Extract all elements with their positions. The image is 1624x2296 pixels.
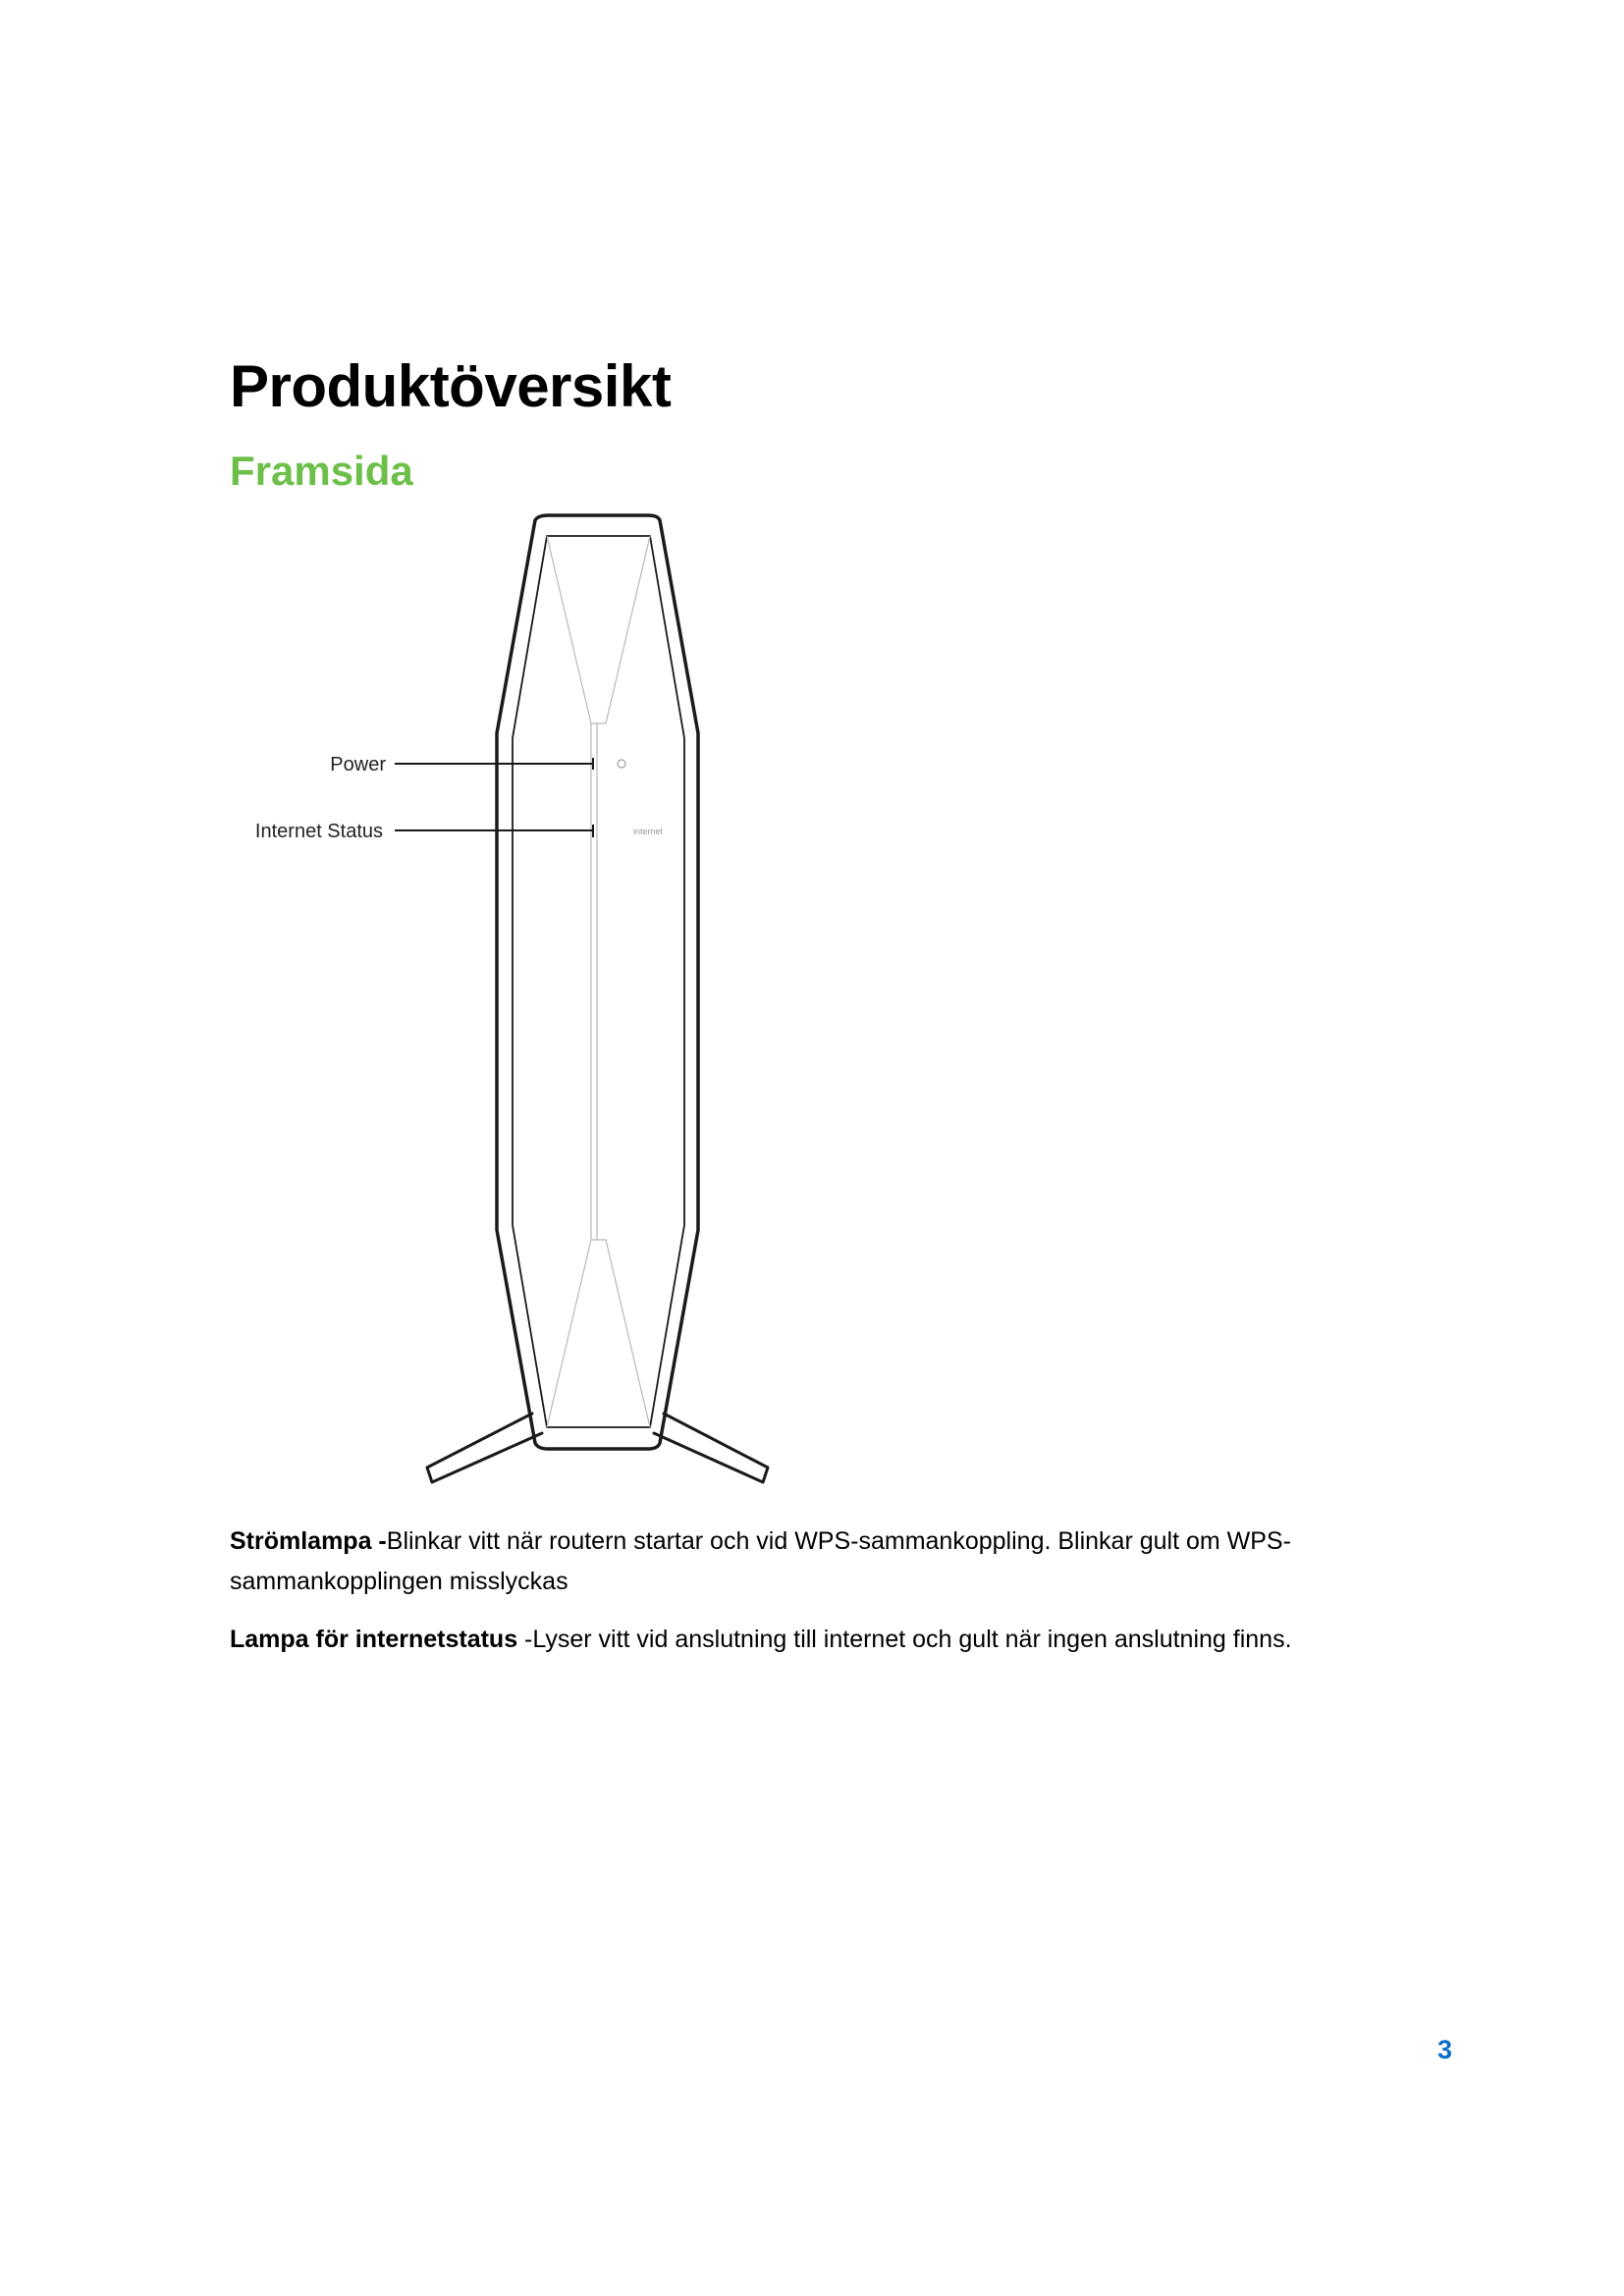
power-light-description [230,1522,1418,1603]
internet-status-callout-label: Internet Status [254,821,383,842]
page-number: 3 [1437,2035,1453,2064]
router-facet-bottom [547,1240,650,1427]
section-heading: Framsida [230,448,413,494]
description-text: Blinkar vitt när routern startar och vid WPS-sammankoppling. Blinkar gult om WPS-sammankopplingen misslyckas [230,1527,1291,1596]
router-front-illustration [226,510,795,1502]
page-title: Produktöversikt [230,353,672,419]
internet-device-label: internet [633,827,664,836]
router-facet-top [547,536,650,723]
router-body-inner [513,536,684,1427]
description-term: Strömlampa - [230,1527,387,1555]
internet-light-description [230,1620,1418,1660]
router-stand-left [427,1414,542,1482]
power-callout-label: Power [330,754,386,775]
router-drawing [226,510,795,1502]
description-text: -Lyser vitt vid anslutning till internet och gult när ingen anslutning finns. [517,1626,1292,1653]
router-stand-right [654,1414,768,1482]
power-symbol-icon [618,760,625,768]
description-term: Lampa för internetstatus [230,1626,518,1653]
